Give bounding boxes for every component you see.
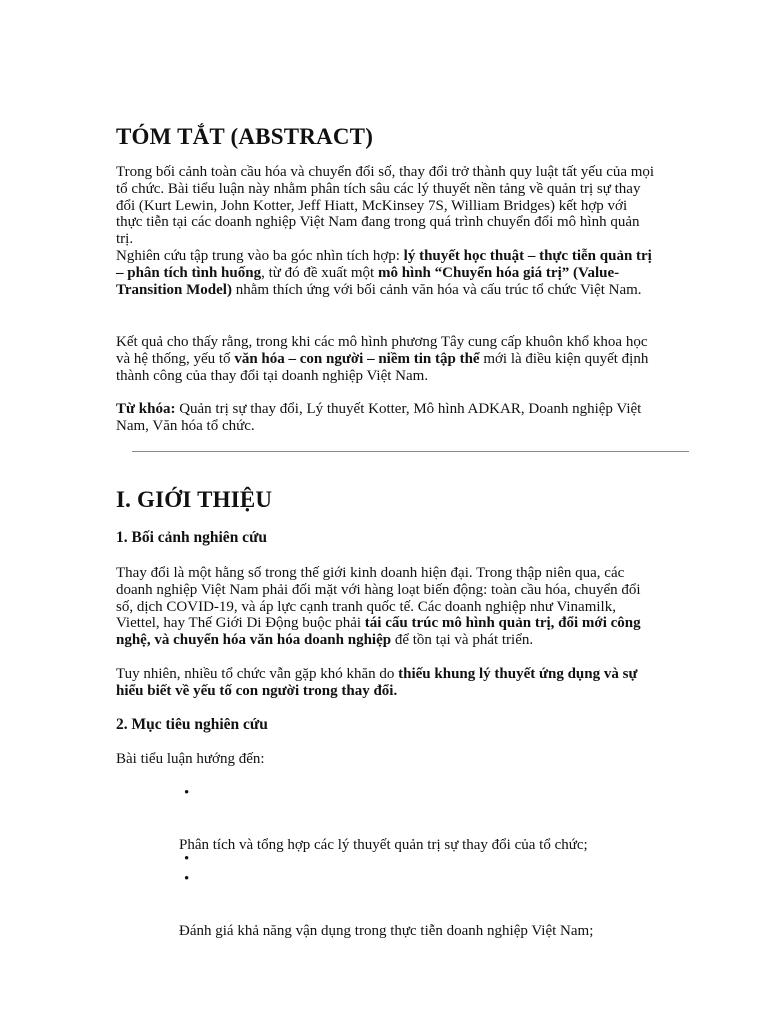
abstract-body [116,164,656,298]
abstract-p2-bold-a: lý thuyết học thuật – thực tiễn quản trị – phân tích tình huống [116,247,652,281]
context-paragraph-2 [116,666,656,700]
keywords-text: Quản trị sự thay đổi, Lý thuyết Kotter, Mô hình ADKAR, Doanh nghiệp Việt Nam, Văn hóa tổ chức. [116,401,642,434]
keywords-paragraph [116,401,656,435]
context-p1-text-a: Thay đổi là một hằng số trong thế giới kinh doanh hiện đại. Trong thập niên qua, các doanh nghiệp Việt Nam phải đối mặt với hàng loạt biến động: toàn cầu hóa, chuyển đổi số, dịch COVID-19, và áp lực cạnh tranh quốc tế. Các doanh nghiệp như Vinamilk, Viettel, hay Thế Giới Di Động buộc phải [116,565,641,632]
context-p1-bold: tái cấu trúc mô hình quản trị, đổi mới công nghệ, và chuyển hóa văn hóa doanh nghiệp [116,615,641,649]
context-p2-text: Tuy nhiên, nhiều tổ chức vẫn gặp khó khăn do [116,666,399,682]
abstract-p3-bold: văn hóa – con người – niềm tin tập thể [234,350,480,367]
abstract-p3-text-b: mới là điều kiện quyết định thành công của thay đổi tại doanh nghiệp Việt Nam. [116,350,649,384]
bullet-marker: • [184,871,190,887]
keywords-label: Từ khóa: [116,401,176,417]
context-p1-text-b: để tồn tại và phát triển. [391,632,534,649]
section-divider [132,451,689,452]
objective-item-2: Đánh giá khả năng vận dụng trong thực tiễn doanh nghiệp Việt Nam; [179,923,594,939]
abstract-p3-text-a: Kết quả cho thấy rằng, trong khi các mô hình phương Tây cung cấp khuôn khổ khoa học và hệ thống, yếu tố [116,334,648,367]
context-paragraph-1 [116,565,656,649]
subheading-research-objectives: 2. Mục tiêu nghiên cứu [116,716,268,733]
objective-item-1: Phân tích và tổng hợp các lý thuyết quản trị sự thay đổi của tổ chức; [179,837,588,853]
abstract-paragraph-1: Trong bối cảnh toàn cầu hóa và chuyển đổi số, thay đổi trở thành quy luật tất yếu của mọi tổ chức. Bài tiểu luận này nhằm phân tích sâu các lý thuyết nền tảng về quản trị sự thay đổi (Kurt Lewin, John Kotter, Jeff Hiatt, McKinsey 7S, William Bridges) kết hợp với thực tiễn tại các doanh nghiệp Việt Nam đang trong quá trình chuyển đổi mô hình quản trị. [116,164,655,248]
abstract-results-paragraph [116,334,656,384]
objectives-intro: Bài tiểu luận hướng đến: [116,751,265,767]
section-heading-introduction: I. GIỚI THIỆU [116,487,273,512]
abstract-p2-text-a: Nghiên cứu tập trung vào ba góc nhìn tích hợp: [116,247,404,264]
subheading-research-context: 1. Bối cảnh nghiên cứu [116,529,267,546]
bullet-marker: • [184,851,190,867]
abstract-p2-text-b: , từ đó đề xuất một [261,264,378,281]
abstract-p2-text-c: nhằm thích ứng với bối cảnh văn hóa và cấu trúc tổ chức Việt Nam. [231,281,642,298]
bullet-marker: • [184,785,190,801]
abstract-paragraph-2 [116,248,656,298]
abstract-p2-bold-b: mô hình “Chuyển hóa giá trị” (Value-Transition Model) [116,264,620,298]
abstract-heading: TÓM TẮT (ABSTRACT) [116,124,374,149]
context-p2-bold: thiếu khung lý thuyết ứng dụng và sự hiểu biết về yếu tố con người trong thay đổi. [116,666,638,699]
